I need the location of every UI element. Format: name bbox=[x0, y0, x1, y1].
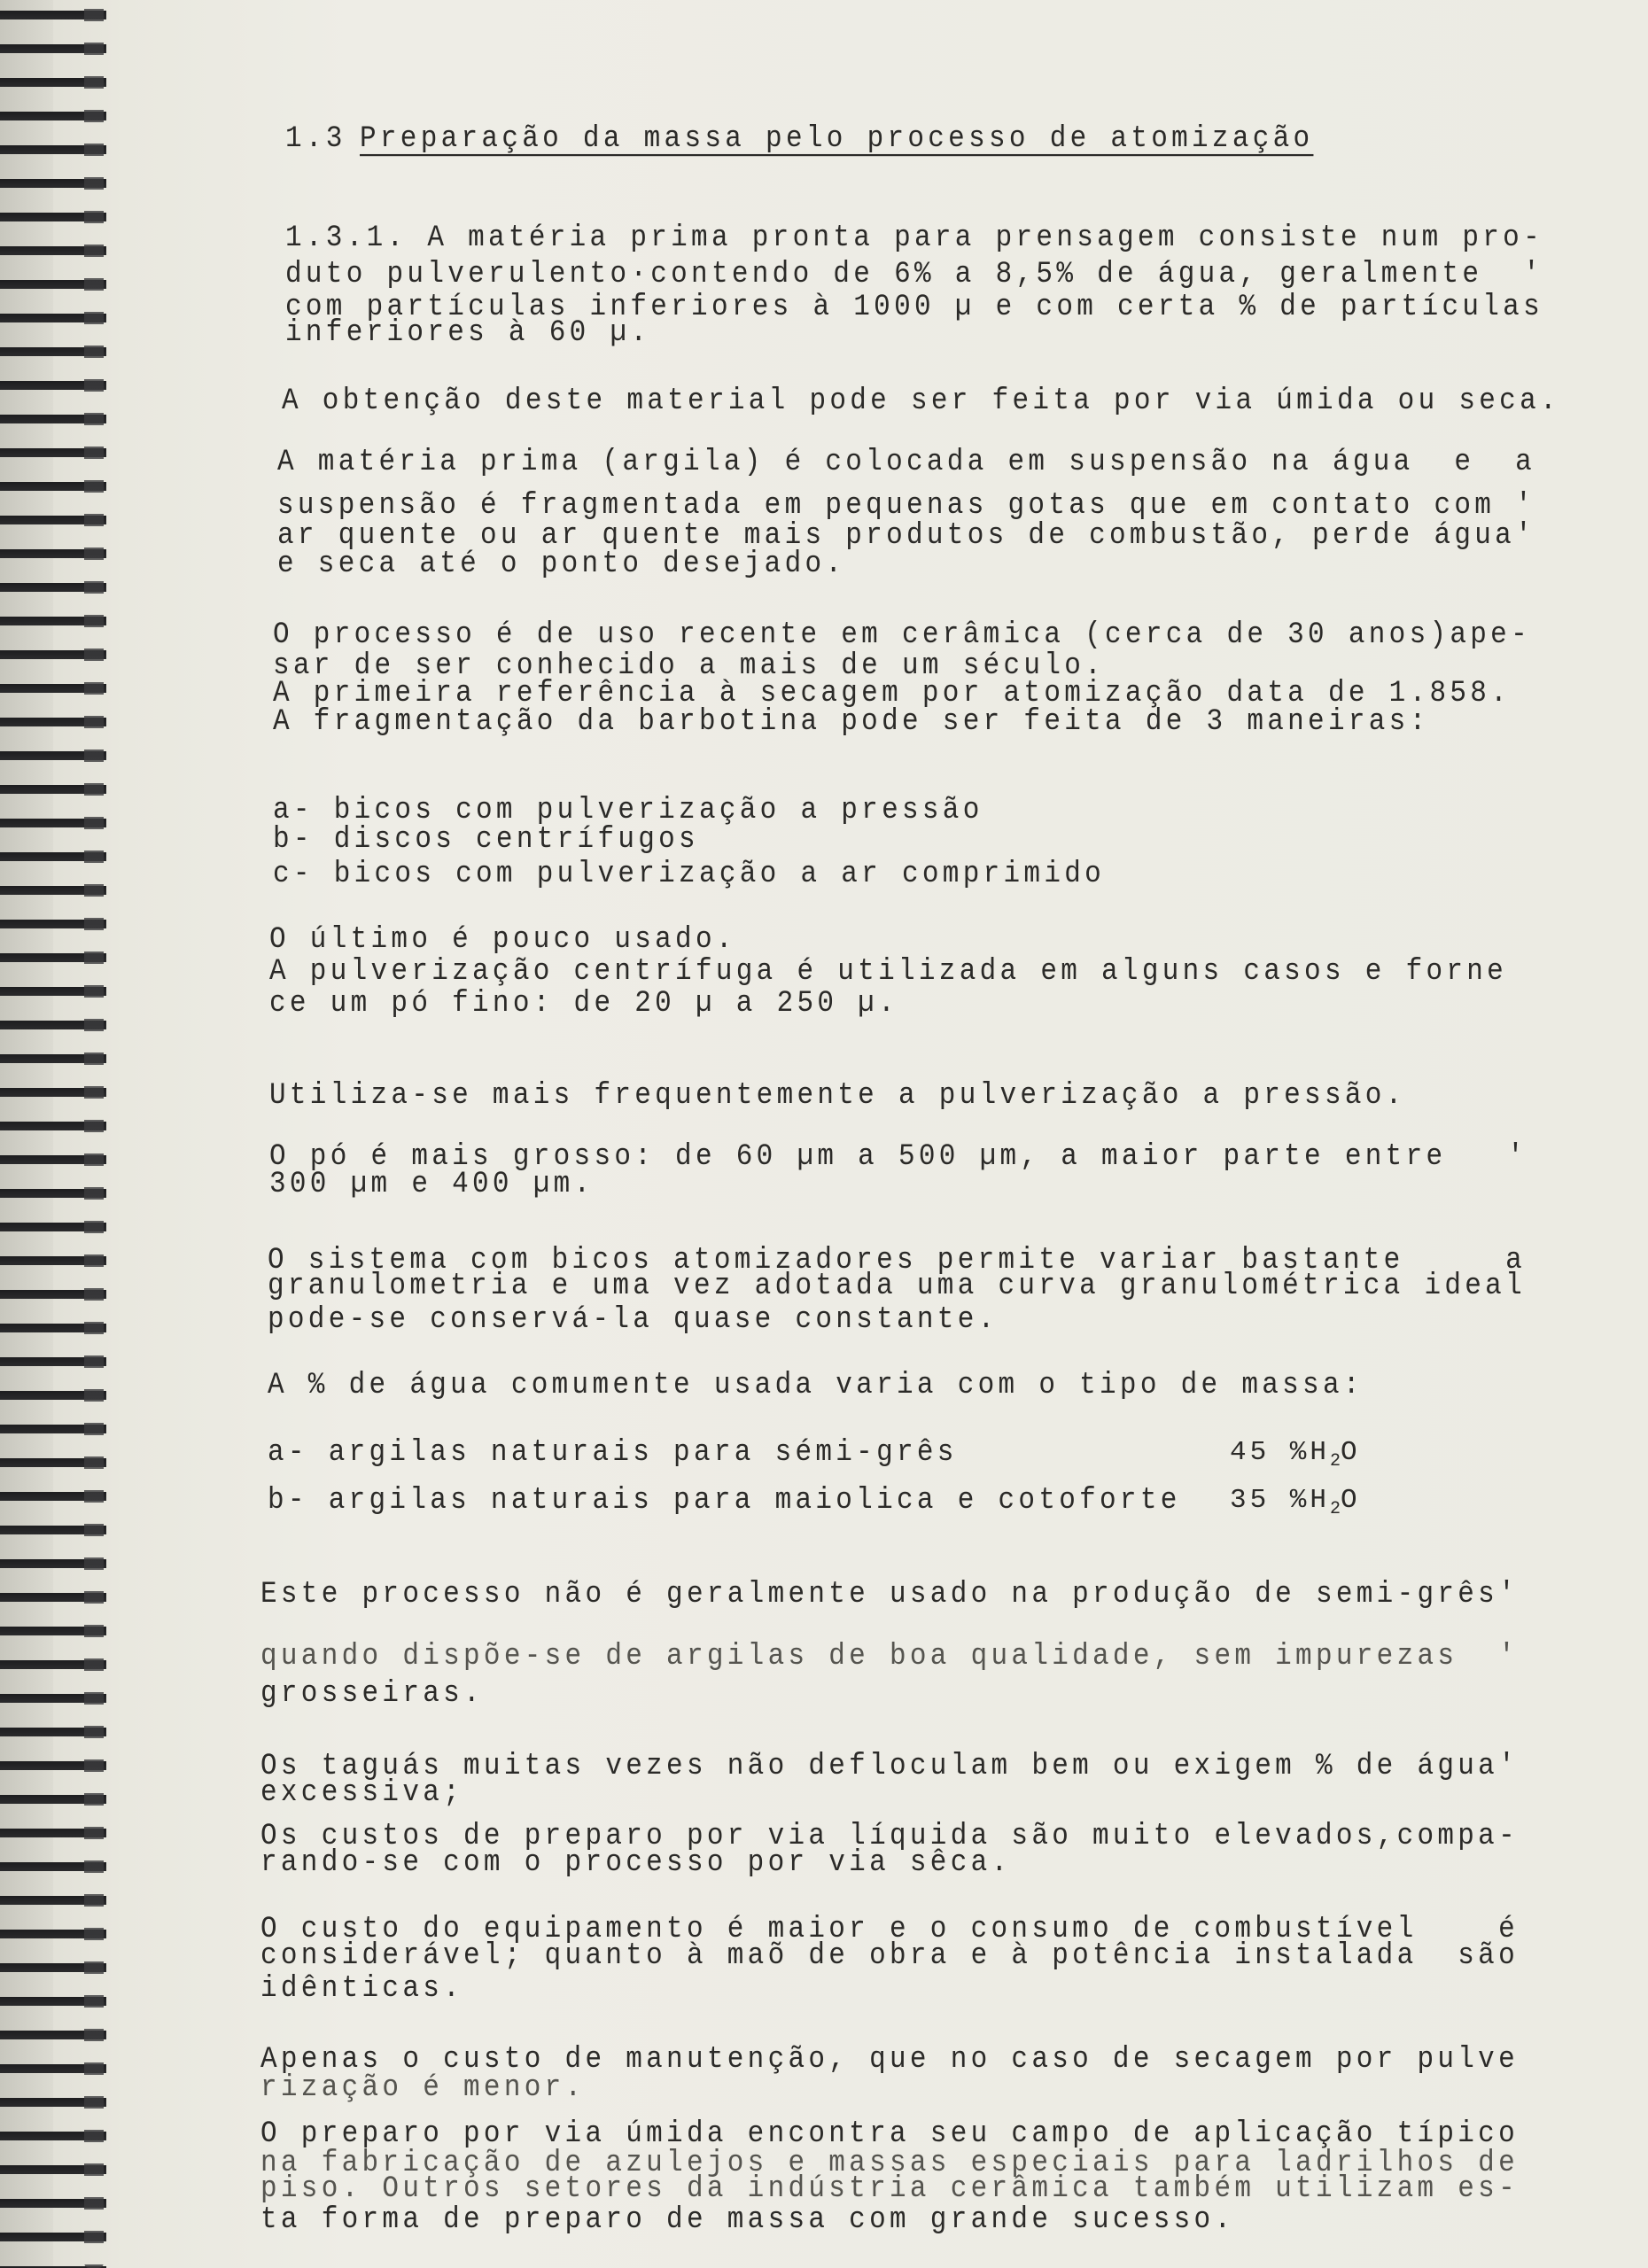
water-tail: O bbox=[1341, 1485, 1361, 1516]
water-content-maiolica bbox=[1230, 1485, 1361, 1519]
text-line: idênticas. bbox=[260, 1971, 464, 2007]
text-line: b- argilas naturais para maiolica e cotoforte bbox=[268, 1483, 1181, 1518]
text-line: A fragmentação da barbotina pode ser feita de 3 maneiras: bbox=[273, 704, 1430, 740]
text-line: com partículas inferiores à 1000 µ e com certa % de partículas bbox=[285, 290, 1543, 325]
text-line: c- bicos com pulverização a ar comprimido bbox=[273, 857, 1106, 892]
text-line: Os custos de preparo por via líquida são muito elevados,compa- bbox=[260, 1819, 1519, 1854]
text-line: Apenas o custo de manutenção, que no caso de secagem por pulve bbox=[260, 2042, 1519, 2078]
water-subscript: 2 bbox=[1330, 1499, 1341, 1520]
text-line: considerável; quanto à maõ de obra e à potência instalada são bbox=[260, 1938, 1519, 1974]
text-line: ta forma de preparo de massa com grande sucesso. bbox=[260, 2202, 1235, 2238]
text-line: A pulverização centrífuga é utilizada em alguns casos e forne bbox=[269, 954, 1508, 990]
text-line: suspensão é fragmentada em pequenas gotas que em contato com ' bbox=[277, 488, 1535, 524]
text-line: O sistema com bicos atomizadores permite variar bastante a bbox=[268, 1243, 1526, 1278]
section-title: Preparação da massa pelo processo de atomização bbox=[360, 121, 1314, 157]
text-line: quando dispõe-se de argilas de boa qualidade, sem impurezas ' bbox=[260, 1639, 1519, 1674]
text-line: rização é menor. bbox=[260, 2070, 586, 2106]
text-line: piso. Outros setores da indústria cerâmica também utilizam es- bbox=[260, 2171, 1519, 2207]
text-line: Este processo não é geralmente usado na produção de semi-grês' bbox=[260, 1577, 1519, 1612]
text-line: A obtenção deste material pode ser feita por via úmida ou seca. bbox=[282, 384, 1560, 419]
section-number: 1.3 bbox=[285, 121, 346, 157]
text-line: inferiores à 60 µ. bbox=[285, 315, 651, 351]
text-line: granulometria e uma vez adotada uma curva granulométrica ideal bbox=[268, 1269, 1526, 1304]
text-line: 1.3.1. A matéria prima pronta para prensagem consiste num pro- bbox=[285, 221, 1543, 256]
text-line: a- bicos com pulverização a pressão bbox=[273, 793, 983, 828]
text-line: rando-se com o processo por via sêca. bbox=[260, 1845, 1012, 1881]
text-line: ce um pó fino: de 20 µ a 250 µ. bbox=[269, 986, 898, 1021]
water-value: 35 %H bbox=[1230, 1485, 1331, 1516]
text-line: b- discos centrífugos bbox=[273, 822, 699, 858]
text-line: O processo é de uso recente em cerâmica (cerca de 30 anos)ape- bbox=[273, 617, 1531, 653]
text-line: e seca até o ponto desejado. bbox=[277, 547, 846, 582]
text-line: A matéria prima (argila) é colocada em suspensão na água e a bbox=[277, 445, 1535, 480]
text-line: O preparo por via úmida encontra seu campo de aplicação típico bbox=[260, 2117, 1519, 2152]
text-line: A % de água comumente usada varia com o tipo de massa: bbox=[268, 1368, 1364, 1403]
text-line: ar quente ou ar quente mais produtos de combustão, perde água' bbox=[277, 518, 1535, 554]
text-line: sar de ser conhecido a mais de um século. bbox=[273, 649, 1106, 684]
water-subscript: 2 bbox=[1330, 1451, 1341, 1472]
text-line: 300 µm e 400 µm. bbox=[269, 1167, 595, 1202]
spiral-binding-holes bbox=[84, 0, 104, 2268]
water-tail: O bbox=[1341, 1437, 1361, 1468]
text-line: O pó é mais grosso: de 60 µm a 500 µm, a maior parte entre ' bbox=[269, 1139, 1528, 1175]
text-line: Os taguás muitas vezes não defloculam bem ou exigem % de água' bbox=[260, 1749, 1519, 1784]
water-content-semi-gres bbox=[1230, 1437, 1361, 1472]
text-line: na fabricação de azulejos e massas especiais para ladrilhos de bbox=[260, 2146, 1519, 2181]
text-line: duto pulverulento·contendo de 6% a 8,5% de água, geralmente ' bbox=[285, 257, 1543, 292]
text-line: O último é pouco usado. bbox=[269, 922, 736, 958]
text-line: O custo do equipamento é maior e o consumo de combustível é bbox=[260, 1912, 1519, 1947]
text-line: A primeira referência à secagem por atomização data de 1.858. bbox=[273, 676, 1512, 711]
text-line: pode-se conservá-la quase constante. bbox=[268, 1302, 999, 1338]
text-line: excessiva; bbox=[260, 1775, 464, 1811]
text-line: a- argilas naturais para sémi-grês bbox=[268, 1435, 958, 1471]
text-line: grosseiras. bbox=[260, 1676, 484, 1712]
water-value: 45 %H bbox=[1230, 1437, 1331, 1468]
text-line: Utiliza-se mais frequentemente a pulverização a pressão. bbox=[269, 1078, 1406, 1114]
